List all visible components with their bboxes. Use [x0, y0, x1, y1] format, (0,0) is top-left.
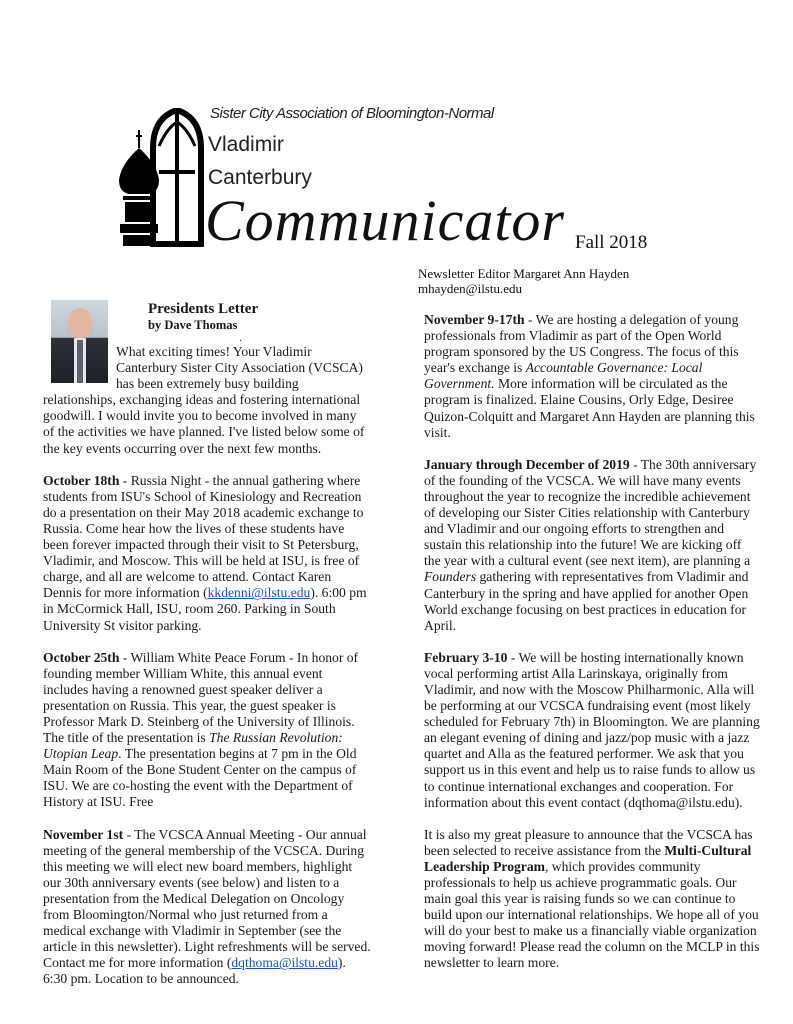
city-canterbury: Canterbury — [208, 166, 312, 189]
city-vladimir: Vladimir — [208, 133, 284, 156]
presidents-letter-title: Presidents Letter — [148, 301, 259, 317]
event-date: October 18th — [43, 472, 120, 488]
church-onion-dome-and-gothic-window-icon — [115, 108, 207, 248]
event-date: October 25th — [43, 649, 120, 665]
event-november-1 — [43, 827, 371, 988]
president-photo — [51, 300, 108, 383]
email-link-kkdenni[interactable]: kkdenni@ilstu.edu — [207, 585, 311, 601]
event-text: - We are hosting a delegation of young professionals from Vladimir as part of the Open World program sponsored by the US Congress. The focus of this year's exchange is — [424, 312, 739, 376]
email-link-dqthoma[interactable]: dqthoma@ilstu.edu — [231, 955, 338, 971]
presidents-letter-intro: What exciting times! Your Vladimir Canterbury Sister City Association (VCSCA) has been extremely busy building relationships, exchanging ideas and fostering international goodwill. I would invite you to become involved in many of the activities we have planned. I've listed below some of the key events occurring over the next few months. — [43, 344, 365, 456]
presidents-letter-byline: by Dave Thomas — [148, 318, 238, 332]
separator-dot: . — [239, 330, 242, 344]
closing-text: It is also my great pleasure to announce that the VCSCA has been selected to receive assistance from the — [424, 826, 753, 858]
editor-line: Newsletter Editor Margaret Ann Hayden — [418, 266, 630, 281]
event-date: November 9-17th — [424, 312, 525, 327]
mclp-name: Multi-Cultural Leadership Program — [424, 842, 752, 874]
closing-paragraph — [424, 827, 760, 972]
event-october-25 — [43, 650, 371, 811]
editor-info — [418, 266, 629, 296]
event-text: gathering with representatives from Vladimir and Canterbury in the spring and have applied for another Open World exchange focusing on best practices in education for April. — [424, 569, 749, 633]
event-date: January through December of 2019 — [424, 456, 630, 472]
event-text: ). 6:30 pm. Location to be announced. — [43, 955, 346, 987]
event-text: More information will be circulated as the program is finalized. Elaine Cousins, Orly Edge, Desiree Quizon-Colquitt and Margaret Ann Hayden are planning this visit. — [424, 376, 755, 440]
founders-italic: Founders — [424, 569, 477, 585]
presentation-title: The Russian Revolution: Utopian Leap — [43, 730, 343, 762]
event-october-18 — [43, 473, 371, 634]
event-text: - The 30th anniversary of the founding of the VCSCA. We will have many events throughout the year to recognize the incredible achievement of developing our Sister Cities relationship with Canterbury and Vladimir and our ongoing efforts to strengthen and sustain this relationship into the future! We are kicking off the year with a cultural event (see next item), are planning a — [424, 456, 757, 569]
closing-text: , which provides community professionals to help us achieve programmatic goals. Our main goal this year is raising funds so we can continue to build upon our international relationships. We hope all of you will do your best to make us a financially viable organization moving forward! Please read the column on the MCLP in this newsletter to learn more. — [424, 858, 760, 971]
event-date: November 1st — [43, 826, 124, 842]
exchange-focus: Accountable Governance: Local Government. — [424, 360, 703, 392]
event-text: . The presentation begins at 7 pm in the Old Main Room of the Bone Student Center on the campus of ISU. We are co-hosting the event with the Department of History at ISU. Free — [43, 746, 357, 810]
event-november-9-17 — [424, 312, 760, 441]
event-2019-anniversary — [424, 457, 760, 634]
event-february-3-10 — [424, 650, 760, 811]
event-text: - William White Peace Forum - In honor of founding member William White, this annual event includes having a renowned guest speaker deliver a presentation on Russia. This year, the guest speaker is Professor Mark D. Steinberg of the University of Illinois. The title of the presentation is — [43, 649, 359, 746]
photo-face — [68, 308, 92, 338]
editor-email: mhayden@ilstu.edu — [418, 281, 523, 296]
newsletter-title: Communicator — [205, 188, 565, 253]
event-text: - The VCSCA Annual Meeting - Our annual meeting of the general membership of the VCSCA. During this meeting we will elect new board members, highlight our 30th anniversary events (see below) and listen to a presentation from the Medical Delegation on Oncology from Bloomington/Normal who just returned from a medical exchange with Vladimir in September (see the article in this newsletter). Light refreshments will be served. Contact me for more information ( — [43, 826, 371, 971]
event-text: - Russia Night - the annual gathering where students from ISU's School of Kinesiology and Recreation do a presentation on their May 2018 academic exchange to Russia. Come hear how the lives of these students have been forever impacted through their visit to St Petersburg, Vladimir, and Moscow. This will be held at ISU, is free of charge, and all are welcome to attend. Contact Karen Dennis for more information ( — [43, 472, 364, 601]
event-text: ). 6:00 pm in McCormick Hall, ISU, room 260. Parking in South University St visitor parking. — [43, 585, 367, 633]
photo-tie — [77, 340, 83, 383]
association-name: Sister City Association of Bloomington-Normal — [210, 105, 494, 122]
issue-season: Fall 2018 — [575, 232, 648, 253]
masthead — [0, 0, 793, 300]
event-text: - We will be hosting internationally known vocal performing artist Alla Larinskaya, originally from Vladimir, and now with the Moscow Philharmonic. Alla will be performing at our VCSCA fundraising event (most likely scheduled for February 7th) in Bloomington. We are planning an elegant evening of dining and jazz/pop music with a jazz quartet and Alla as the featured performer. We ask that you support us in this event and help us to raise funds to allow us to continue international exchanges and cooperation. For information about this event contact (dqthoma@ilstu.edu). — [424, 649, 760, 810]
left-column — [43, 300, 371, 1003]
right-column — [424, 312, 760, 988]
event-date: February 3-10 — [424, 649, 508, 665]
